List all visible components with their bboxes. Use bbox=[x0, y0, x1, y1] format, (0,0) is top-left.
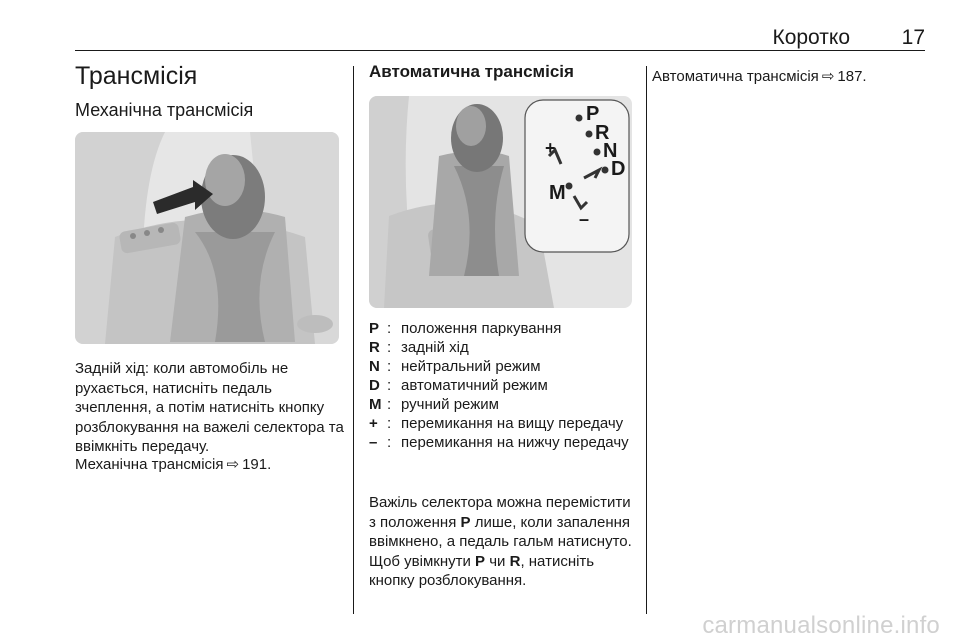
selector-label-p: P bbox=[586, 103, 600, 125]
selector-label-n: N bbox=[603, 140, 618, 162]
selector-label-plus: + bbox=[545, 138, 556, 158]
paragraph-text: , натисніть кнопку розблокування. bbox=[369, 552, 595, 589]
legend-key: D bbox=[369, 377, 380, 394]
watermark: carmanualsonline.info bbox=[702, 612, 940, 639]
automatic-transmission-reference[interactable] bbox=[652, 67, 922, 87]
legend-colon: : bbox=[387, 339, 392, 356]
selector-label-d: D bbox=[611, 158, 626, 180]
page-reference-icon: ⇨ bbox=[821, 68, 835, 85]
page-reference-icon: ⇨ bbox=[226, 456, 240, 473]
selector-lever-paragraph bbox=[369, 493, 634, 591]
legend-row-d bbox=[369, 376, 629, 395]
selector-label-minus: – bbox=[579, 209, 590, 229]
paragraph-bold: P bbox=[460, 513, 471, 531]
legend-row-n bbox=[369, 357, 629, 376]
page-number: 17 bbox=[901, 26, 925, 49]
legend-text: ручний режим bbox=[401, 396, 499, 413]
legend-key: P bbox=[369, 320, 380, 337]
manual-transmission-reference[interactable] bbox=[75, 455, 345, 475]
manual-transmission-subtitle: Механічна трансмісія bbox=[75, 100, 254, 120]
legend-row-minus bbox=[369, 433, 629, 452]
legend-key: N bbox=[369, 358, 380, 375]
paragraph-bold: P bbox=[475, 552, 486, 570]
legend-key: M bbox=[369, 396, 382, 413]
paragraph-text: лише, коли запалення ввімкнено, а педаль гальм натиснуто. Щоб увімкнути bbox=[369, 513, 632, 570]
legend-key: R bbox=[369, 339, 380, 356]
legend-colon: : bbox=[387, 320, 392, 337]
auto-ref-text: Автоматична трансмісія bbox=[652, 68, 819, 85]
automatic-gear-lever-figure bbox=[369, 96, 632, 308]
legend-text: перемикання на вищу передачу bbox=[401, 415, 624, 432]
legend-row-r bbox=[369, 338, 629, 357]
legend-colon: : bbox=[387, 434, 392, 451]
auto-ref-page: 187. bbox=[837, 68, 867, 85]
legend-row-p bbox=[369, 319, 629, 338]
automatic-transmission-title: Автоматична трансмісія bbox=[369, 62, 574, 81]
legend-row-m bbox=[369, 395, 629, 414]
legend-colon: : bbox=[387, 358, 392, 375]
manual-ref-text: Механічна трансмісія bbox=[75, 456, 224, 473]
legend-text: перемикання на нижчу передачу bbox=[401, 434, 629, 451]
legend-text: нейтральний режим bbox=[401, 358, 541, 375]
section-title: Трансмісія bbox=[75, 62, 198, 90]
legend-key-plus: + bbox=[369, 415, 378, 432]
manual-ref-page: 191. bbox=[242, 456, 272, 473]
paragraph-bold: R bbox=[509, 552, 521, 570]
selector-positions-legend bbox=[369, 319, 629, 452]
column-divider-right bbox=[646, 66, 647, 614]
legend-row-plus bbox=[369, 414, 629, 433]
reverse-gear-paragraph: Задній хід: коли автомобіль не рухається, натисніть педаль зчеплення, а потім натисніть кнопку розблокування на важелі селектора та ввімкніть передачу. bbox=[75, 360, 344, 455]
legend-text: задній хід bbox=[401, 339, 469, 356]
paragraph-text: чи bbox=[485, 552, 510, 570]
selector-label-m: M bbox=[549, 182, 566, 204]
paragraph-text: Важіль селектора можна перемістити з положення bbox=[369, 494, 631, 531]
column-divider-left bbox=[353, 66, 354, 614]
selector-label-r: R bbox=[595, 122, 610, 144]
legend-colon: : bbox=[387, 396, 392, 413]
legend-text: автоматичний режим bbox=[401, 377, 548, 394]
header-section-title: Коротко bbox=[772, 26, 850, 49]
legend-colon: : bbox=[387, 415, 392, 432]
header-rule bbox=[75, 50, 925, 51]
manual-gear-lever-figure bbox=[75, 132, 339, 344]
legend-colon: : bbox=[387, 377, 392, 394]
legend-key-minus: – bbox=[369, 434, 378, 451]
legend-text: положення паркування bbox=[401, 320, 562, 337]
